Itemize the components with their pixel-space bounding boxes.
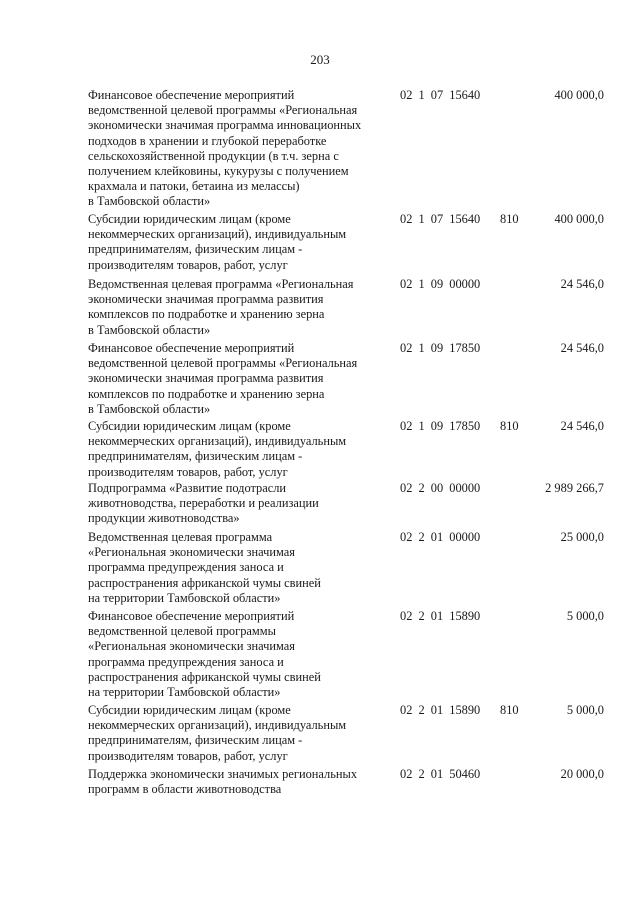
description-line: на территории Тамбовской области» — [88, 685, 281, 700]
description-line: программа предупреждения заноса и — [88, 654, 284, 669]
row-description — [88, 88, 390, 210]
target-code: 02 2 01 15890 — [400, 703, 481, 717]
description-line: программ в области животноводства — [88, 782, 282, 797]
description-line: программа предупреждения заноса и — [88, 560, 284, 575]
description-line: комплексов по подработке и хранению зерна — [88, 386, 325, 401]
description-line: получением клейковины, кукурузы с получением — [88, 164, 349, 179]
target-code: 02 2 00 00000 — [400, 481, 481, 495]
target-code: 02 1 09 00000 — [400, 277, 481, 291]
row-description — [88, 703, 390, 764]
page-number: 203 — [310, 52, 330, 67]
description-line: производителям товаров, работ, услуг — [88, 464, 288, 479]
description-line: продукции животноводства» — [88, 511, 240, 526]
description-line: Подпрограмма «Развитие подотрасли — [88, 481, 287, 495]
amount: 24 546,0 — [560, 341, 604, 355]
expense-type: 810 — [500, 419, 519, 433]
target-code: 02 2 01 15890 — [400, 609, 481, 623]
description-line: некоммерческих организаций), индивидуальным — [88, 718, 347, 733]
description-line: экономически значимая программа развития — [88, 371, 324, 386]
row-description — [88, 277, 390, 338]
description-line: Ведомственная целевая программа «Региональная — [88, 277, 354, 291]
description-line: предпринимателям, физическим лицам - — [88, 733, 303, 748]
amount: 2 989 266,7 — [545, 481, 604, 495]
row-description — [88, 419, 390, 480]
row-description — [88, 609, 390, 700]
row-description — [88, 212, 390, 273]
target-code: 02 1 09 17850 — [400, 341, 481, 355]
target-code: 02 2 01 00000 — [400, 530, 481, 544]
description-line: распространения африканской чумы свиней — [88, 575, 321, 590]
description-line: крахмала и патоки, бетаина из мелассы) — [88, 179, 300, 194]
description-line: некоммерческих организаций), индивидуальным — [88, 227, 347, 242]
expense-type: 810 — [500, 703, 519, 717]
row-description — [88, 341, 390, 417]
amount: 20 000,0 — [560, 767, 604, 781]
expense-type: 810 — [500, 212, 519, 226]
description-line: животноводства, переработки и реализации — [88, 496, 319, 511]
description-line: Субсидии юридическим лицам (кроме — [88, 419, 291, 433]
row-description — [88, 530, 390, 606]
description-line: комплексов по подработке и хранению зерна — [88, 307, 325, 322]
description-line: ведомственной целевой программы — [88, 624, 276, 639]
description-line: экономически значимая программа развития — [88, 292, 324, 307]
description-line: ведомственной целевой программы «Региональная — [88, 103, 358, 118]
description-line: «Региональная экономически значимая — [88, 639, 295, 654]
description-line: сельскохозяйственной продукции (в т.ч. зерна с — [88, 148, 339, 163]
amount: 24 546,0 — [560, 277, 604, 291]
description-line: ведомственной целевой программы «Региональная — [88, 356, 358, 371]
description-line: «Региональная экономически значимая — [88, 545, 295, 560]
description-line: предпринимателям, физическим лицам - — [88, 449, 303, 464]
description-line: производителям товаров, работ, услуг — [88, 748, 288, 763]
amount: 400 000,0 — [554, 212, 604, 226]
target-code: 02 1 09 17850 — [400, 419, 481, 433]
description-line: экономически значимая программа инновационных — [88, 118, 362, 133]
description-line: в Тамбовской области» — [88, 401, 211, 416]
description-line: предпринимателям, физическим лицам - — [88, 242, 303, 257]
description-line: Финансовое обеспечение мероприятий — [88, 341, 295, 355]
target-code: 02 1 07 15640 — [400, 88, 481, 102]
description-line: некоммерческих организаций), индивидуальным — [88, 434, 347, 449]
amount: 5 000,0 — [566, 703, 604, 717]
description-line: на территории Тамбовской области» — [88, 590, 281, 605]
description-line: в Тамбовской области» — [88, 194, 211, 209]
amount: 400 000,0 — [554, 88, 604, 102]
row-description — [88, 481, 390, 527]
description-line: распространения африканской чумы свиней — [88, 669, 321, 684]
amount: 25 000,0 — [560, 530, 604, 544]
description-line: в Тамбовской области» — [88, 322, 211, 337]
description-line: производителям товаров, работ, услуг — [88, 257, 288, 272]
description-line: Субсидии юридическим лицам (кроме — [88, 703, 291, 717]
description-line: Субсидии юридическим лицам (кроме — [88, 212, 291, 226]
description-line: Финансовое обеспечение мероприятий — [88, 609, 295, 623]
description-line: Поддержка экономически значимых региональных — [88, 767, 358, 781]
description-line: подходов в хранении и глубокой переработке — [88, 133, 327, 148]
amount: 5 000,0 — [566, 609, 604, 623]
target-code: 02 2 01 50460 — [400, 767, 481, 781]
target-code: 02 1 07 15640 — [400, 212, 481, 226]
row-description — [88, 767, 390, 797]
amount: 24 546,0 — [560, 419, 604, 433]
description-line: Ведомственная целевая программа — [88, 530, 273, 544]
description-line: Финансовое обеспечение мероприятий — [88, 88, 295, 102]
